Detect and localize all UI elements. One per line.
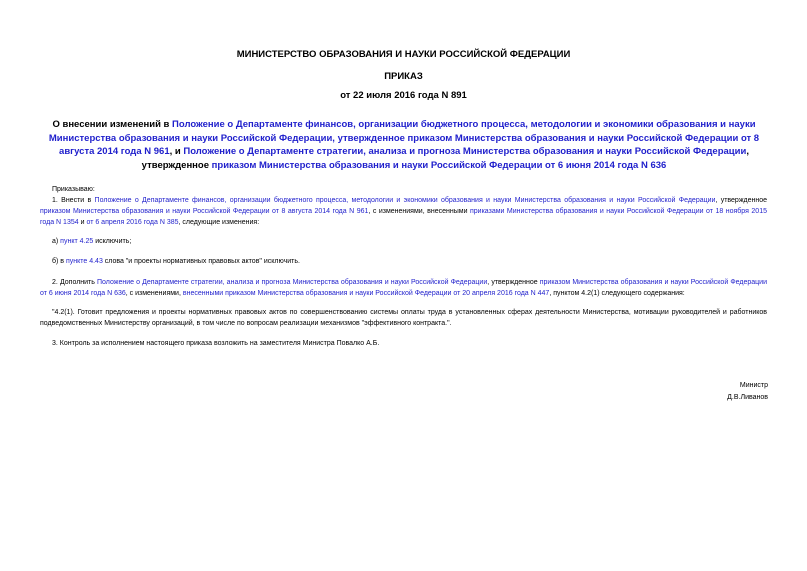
p2-link-order-636[interactable]: приказом Министерства образования и науки Российской Федерации от 6 июня 2014 года N 636 [40, 279, 767, 297]
pa-text: а) [52, 238, 61, 245]
p1-text: , утвержденное [715, 197, 768, 204]
paragraph-2 [40, 277, 767, 299]
p1-text: , следующие изменения: [178, 219, 260, 226]
signature-position: Министр [739, 382, 768, 389]
p2-link-strategy-department[interactable]: Положение о Департаменте стратегии, анализа и прогноза Министерства образования и науки Российской Федерации [97, 279, 488, 286]
intro-text: Приказываю: [52, 186, 95, 193]
pb-text: б) в [52, 258, 66, 265]
title-text: , и [169, 146, 184, 157]
p1-text: и [78, 219, 87, 226]
document-title [45, 118, 763, 172]
title-link-strategy-department[interactable]: Положение о Департаменте стратегии, анализа и прогноза Министерства образования и науки Российской Федерации [183, 146, 747, 157]
p2-text: , пунктом 4.2(1) следующего содержания: [549, 290, 685, 297]
paragraph-1 [40, 195, 767, 228]
p1-link-finance-department[interactable]: Положение о Департаменте финансов, организации бюджетного процесса, методологии и экономики образования и науки Министерства образования и науки Российской Федерации [94, 197, 716, 204]
p1-text: , с изменениями, внесенными [368, 208, 470, 215]
p1-text: 1. Внести в [52, 197, 95, 204]
pb-text: слова "и проекты нормативных правовых актов" исключить. [102, 258, 300, 265]
quote-paragraph [40, 307, 767, 329]
title-link-finance-department[interactable]: Положение о Департаменте финансов, организации бюджетного процесса, методологии и экономики образования и науки Министерства образования и науки Российской Федерации, утвержденное приказом Министерства образования и науки Российской Федерации от 8 августа 2014 года N 961 [48, 119, 760, 157]
p2-text: , с изменениями, [125, 290, 183, 297]
title-link-order-636[interactable]: приказом Министерства образования и науки Российской Федерации от 6 июня 2014 года N 636 [211, 159, 667, 171]
pb-link-item-4-43[interactable]: пункте 4.43 [65, 258, 103, 265]
p3-text: 3. Контроль за исполнением настоящего приказа возложить на заместителя Министра Повалко А.Б. [52, 340, 380, 347]
ministry-heading: МИНИСТЕРСТВО ОБРАЗОВАНИЯ И НАУКИ РОССИЙСКОЙ ФЕДЕРАЦИИ [236, 49, 571, 60]
pa-link-item-4-25[interactable]: пункт 4.25 [60, 238, 94, 245]
title-text: О внесении изменений в [52, 119, 173, 130]
p1-link-order-385[interactable]: от 6 апреля 2016 года N 385 [86, 219, 179, 226]
paragraph-3 [40, 338, 767, 349]
pa-text: исключить; [93, 238, 132, 245]
p2-text: 2. Дополнить [52, 279, 98, 286]
title-text: , утвержденное [141, 146, 749, 171]
p1-link-order-961[interactable]: приказом Министерства образования и науки Российской Федерации от 8 августа 2014 года N 961 [40, 208, 369, 215]
quote-text: "4.2(1). Готовит предложения и проекты нормативных правовых актов по совершенствованию системы оплаты труда в установленных сферах деятельности Министерства, мотивации руководителей и работников подведомственных Министерству организаций, в том числе по вопросам реализации механизмов "эффективного контракта.". [40, 309, 767, 327]
signature-name: Д.В.Ливанов [727, 393, 768, 401]
paragraph-b [40, 256, 767, 267]
p2-text: , утвержденное [487, 279, 540, 286]
paragraph-a [40, 236, 767, 247]
signature-block [727, 380, 768, 403]
document-type: ПРИКАЗ [384, 71, 423, 82]
intro-paragraph [40, 184, 767, 195]
document-date: от 22 июля 2016 года N 891 [340, 90, 467, 101]
p2-link-order-447[interactable]: внесенными приказом Министерства образования и науки Российской Федерации от 20 апреля 2016 года N 447 [182, 290, 550, 297]
p1-link-order-1354[interactable]: приказами Министерства образования и науки Российской Федерации от 18 ноября 2015 года N 1354 [40, 208, 767, 226]
